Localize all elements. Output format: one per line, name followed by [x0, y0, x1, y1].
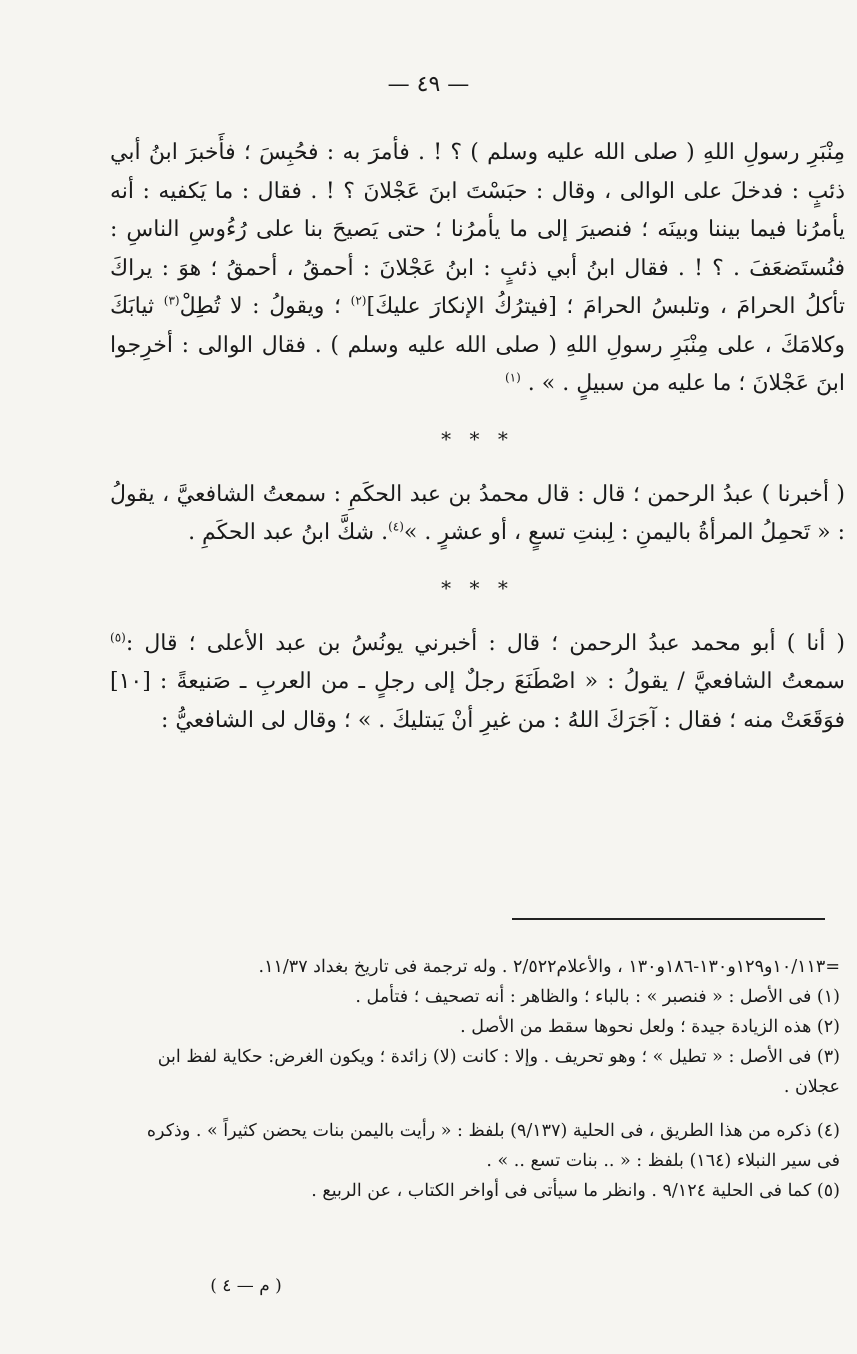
footnote-ref-2: (٢) — [350, 293, 367, 308]
paragraph-3 — [110, 625, 845, 741]
paragraph-3-end: سمعتُ الشافعيَّ / يقولُ : « اصْطَنَعَ رجلٌ إلى رجلٍ ـ من العربِ ـ صَنيعةً : [١٠] فوَقَعَتْ منه ؛ فقال : آجَرَكَ اللهُ : من غيرِ أنْ يَبتليكَ . » ؛ وقال لى الشافعيُّ : — [110, 669, 845, 733]
section-separator: * * * — [441, 426, 514, 451]
paragraph-1-mid: ؛ ويقولُ : لا تُطِلْ — [179, 294, 351, 319]
footnote-2: (٢) هذه الزيادة جيدة ؛ ولعل نحوها سقط من الأصل . — [460, 1017, 840, 1037]
footnote-ref-4: (٤) — [388, 519, 404, 534]
footnotes — [128, 952, 840, 1206]
paragraph-1-text: مِنْبَرِ رسولِ اللهِ ( صلى الله عليه وسلم ) ؟ ! . فأمرَ به : فحُبِسَ ؛ فأَخبرَ ابنُ أبي ذئبٍ : فدخلَ على الوالى ، وقال : حبَسْتَ ابنَ عَجْلانَ ؟ ! . فقال : ما يَكفيه : أنه يأمرُنا فيما بيننا وبينَه ؛ فنصيرَ إلى ما يأمرُنا ؛ حتى يَصيحَ بنا على رُءُوسِ الناسِ : فنُستَضعَفَ . ؟ ! . فقال ابنُ أبي ذئبٍ : ابنُ عَجْلانَ : أحمقُ ، أحمقُ ؛ هوَ : يراكَ تأكلُ الحرامَ ، وتلبسُ الحرامَ ؛ [فيترُكُ الإنكارَ عليكَ] — [110, 140, 846, 319]
footnote-ref-3: (٣) — [163, 293, 180, 308]
paragraph-1 — [110, 134, 845, 404]
footnote-3: (٣) فى الأصل : « تطيل » ؛ وهو تحريف . وإلا : كانت (لا) زائدة ؛ ويكون الغرض: حكاية لفظ ابن عجلان . — [157, 1047, 840, 1097]
footnote-4: (٤) ذكره من هذا الطريق ، فى الحلية (٩/١٣٧) بلفظ : « رأيت باليمن بنات يحضن كثيراً » . وذكره فى سير النبلاء (١٦٤) بلفظ : « .. بنات تسع .. » . — [146, 1121, 840, 1171]
page-number: — ٤٩ — — [387, 72, 470, 97]
signature-mark: ( م — ٤ ) — [210, 1276, 282, 1296]
footnote-ref-1: (١) — [504, 370, 521, 385]
section-separator-2: * * * — [441, 575, 514, 600]
footnote-continued: =١٠/١١٣و١٢٩و١٣٠-١٨٦و١٣٠ ، والأعلام٢/٥٢٢ . وله ترجمة فى تاريخ بغداد ١١/٣٧. — [258, 957, 840, 977]
footnote-5: (٥) كما فى الحلية ٩/١٢٤ . وانظر ما سيأتى فى أواخر الكتاب ، عن الربيع . — [311, 1181, 840, 1201]
footnote-ref-5: (٥) — [110, 630, 126, 645]
footnote-rule — [512, 918, 825, 920]
paragraph-2 — [110, 476, 845, 553]
paragraph-2-text: ( أخبرنا ) عبدُ الرحمن ؛ قال : قال محمدُ بن عبد الحكَمِ : سمعتُ الشافعيَّ ، يقولُ : « تَحمِلُ المرأةُ باليمنِ : لِبنتِ تسعٍ ، أو عشرٍ . » — [110, 481, 845, 545]
footnote-1: (١) فى الأصل : « فنصبر » : بالباء ؛ والظاهر : أنه تصحيف ؛ فتأمل . — [355, 987, 840, 1007]
paragraph-3-text: ( أنا ) أبو محمد عبدُ الرحمن ؛ قال : أخبرني يونُسُ بن عبد الأعلى ؛ قال : — [125, 630, 845, 656]
main-text — [110, 134, 845, 740]
paragraph-2-end: . شكَّ ابنُ عبد الحكَمِ . — [188, 520, 389, 545]
paragraph-1-end: ثيابَكَ وكلامَكَ ، على مِنْبَرِ رسولِ اللهِ ( صلى الله عليه وسلم ) . فقال الوالى : أخرِجوا ابنَ عَجْلانَ ؛ ما عليه من سبيلٍ . » . — [110, 294, 845, 396]
